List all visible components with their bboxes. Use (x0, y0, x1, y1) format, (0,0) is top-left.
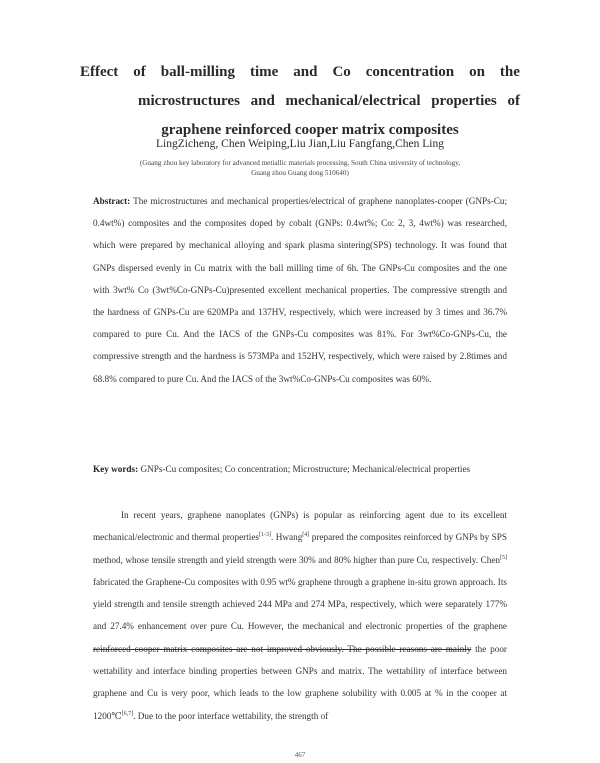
title-word: Effect (80, 64, 119, 80)
title-word: of (133, 64, 146, 80)
affiliation (90, 158, 510, 178)
author-list: LingZicheng, Chen Weiping,Liu Jian,Liu Fangfang,Chen Ling (156, 138, 444, 150)
abstract-section (93, 190, 507, 390)
abstract-label: Abstract: (93, 196, 131, 206)
title-line-1 (80, 58, 520, 87)
title-word: concentration (365, 64, 455, 80)
keywords-section (93, 458, 507, 480)
affiliation-line-2: Guang zhou Guang dong 510640) (251, 169, 349, 177)
citation: [4] (302, 532, 310, 539)
title-word: mechanical/electrical (285, 93, 421, 109)
body-text: prepared the composites reinforced by GNPs by SPS method, whose tensile strength and yield strength were 30% and 80% higher than pure Cu, respectively. Chen (93, 532, 507, 565)
title-word: the (499, 64, 520, 80)
title-word: and (293, 64, 318, 80)
keywords-label: Key words: (93, 464, 139, 474)
title-word: of (507, 93, 520, 109)
body-text: . Hwang (271, 532, 303, 543)
body-text: the poor wettability and interface binding properties between GNPs and matrix. The wettability of interface between graphene and Cu is very poor, which leads to the low graphene solubility with 0.005 at % in the cooper at 1200℃ (93, 643, 507, 721)
abstract-text: The microstructures and mechanical properties/electrical of graphene nanoplates-cooper (GNPs-Cu; 0.4wt%) composites and the composites doped by cobalt (GNPs: 0.4wt%; Co: 2, 3, 4wt%) was researched, which were prepared by mechanical alloying and spark plasma sintering(SPS) technology. It was found that GNPs dispersed evenly in Cu matrix with the ball milling time of 6h. The GNPs-Cu composites and the one with 3wt% Co (3wt%Co-GNPs-Cu)presented excellent mechanical properties. The compressive strength and the hardness of GNPs-Cu are 620MPa and 137HV, respectively, which were increased by 3 times and 36.7% compared to pure Cu. And the IACS of the GNPs-Cu composites was 81%. For 3wt%Co-GNPs-Cu, the compressive strength and the hardness is 573MPa and 152HV, respectively, which were raised by 2.8times and 68.8% compared to pure Cu. And the IACS of the 3wt%Co-GNPs-Cu composites was 60%. (93, 196, 507, 384)
citation: [5] (500, 554, 507, 561)
title-line-2 (138, 87, 520, 116)
struck-text: reinforced cooper matrix composites are not improved obviously. The possible reasons are mainly (93, 643, 472, 654)
body-text: . Due to the poor interface wettability, the strength of (133, 710, 329, 721)
page-number: 467 (294, 751, 306, 759)
title-word: ball-milling (160, 64, 235, 80)
title-line-3: graphene reinforced cooper matrix composites (161, 122, 459, 138)
title-word: and (250, 93, 275, 109)
citation: [6,7] (121, 710, 134, 717)
body-text: fabricated the Graphene-Cu composites with 0.95 wt% graphene through a graphene in-situ grown approach. Its yield strength and tensile strength achieved 244 MPa and 274 MPa, respectively, which were separately 177% and 27.4% enhancement over pure Cu. However, the mechanical and electronic properties of the graphene (93, 576, 507, 632)
body-paragraph (93, 504, 507, 727)
title-word: Co (332, 64, 351, 80)
citation: [1-3] (259, 532, 272, 539)
paper-title (80, 58, 520, 145)
body-text: In recent years, graphene nanoplates (GNPs) is popular as reinforcing agent due to its excellent mechanical/electronic and thermal properties (93, 510, 507, 543)
keywords-text: GNPs-Cu composites; Co concentration; Microstructure; Mechanical/electrical properties (140, 464, 471, 474)
affiliation-line-1: (Guang zhou key laboratory for advanced metiallic materials processing, South China university of technology, (139, 159, 461, 167)
title-word: properties (431, 93, 497, 109)
title-word: microstructures (138, 93, 240, 109)
title-word: time (249, 64, 279, 80)
title-word: on (469, 64, 485, 80)
